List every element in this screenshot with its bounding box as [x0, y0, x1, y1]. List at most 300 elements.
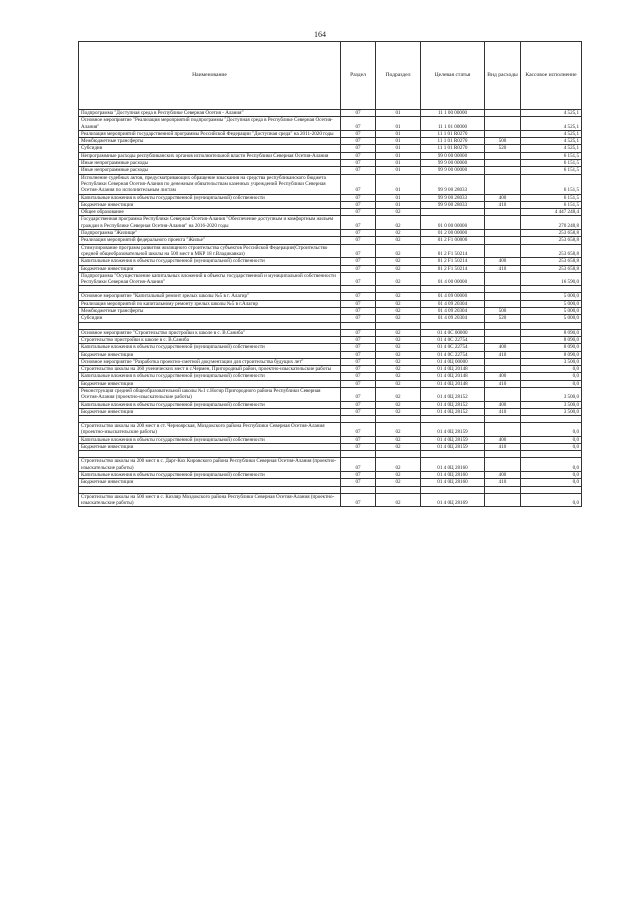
cell-podrazdel: 01 [376, 145, 421, 152]
spacer-cell [521, 416, 582, 423]
cell-target-article: 01 4 0Ц 28159 [421, 423, 485, 437]
cell-razdel: 07 [341, 401, 376, 408]
cell-name: Строительство школы на 200 мест в ст. Черноярская, Моздокского района Республики Северная Осетия-Алания (проектно-изыскательские работы) [79, 423, 341, 437]
cell-razdel: 07 [341, 167, 376, 174]
table-spacer-row [79, 486, 582, 493]
cell-amount: 6 151,5 [521, 174, 582, 194]
cell-razdel: 07 [341, 344, 376, 351]
spacer-cell [521, 322, 582, 329]
cell-target-article: 01 4 09 00000 [421, 293, 485, 300]
cell-amount: 5 000,0 [521, 300, 582, 307]
cell-expense-type [485, 117, 521, 131]
cell-name: Субсидии [79, 315, 341, 322]
cell-amount: 0,0 [521, 366, 582, 373]
table-row [79, 174, 582, 194]
cell-amount: 3 500,0 [521, 401, 582, 408]
cell-target-article: 01 2 F1 50214 [421, 244, 485, 258]
spacer-cell [521, 451, 582, 458]
cell-target-article: 01 2 F1 00000 [421, 237, 485, 244]
cell-podrazdel: 01 [376, 160, 421, 167]
table-body [79, 110, 582, 507]
cell-expense-type: 400 [485, 471, 521, 478]
cell-razdel: 07 [341, 444, 376, 451]
table-row [79, 230, 582, 237]
cell-podrazdel: 02 [376, 351, 421, 358]
cell-amount: 8 090,0 [521, 351, 582, 358]
spacer-cell [485, 286, 521, 293]
cell-razdel: 07 [341, 329, 376, 336]
cell-target-article: 01 4 0Ц 20148 [421, 380, 485, 387]
cell-amount: 253 658,8 [521, 265, 582, 272]
cell-podrazdel: 01 [376, 174, 421, 194]
cell-podrazdel: 02 [376, 293, 421, 300]
table-row [79, 160, 582, 167]
cell-expense-type [485, 152, 521, 159]
header-razdel: Раздел [341, 42, 376, 110]
cell-amount: 4 447 248,4 [521, 209, 582, 216]
table-row [79, 145, 582, 152]
cell-razdel: 07 [341, 237, 376, 244]
table-row [79, 336, 582, 343]
spacer-cell [341, 486, 376, 493]
cell-amount: 0,0 [521, 380, 582, 387]
cell-amount: 3 500,0 [521, 387, 582, 401]
cell-razdel: 07 [341, 145, 376, 152]
cell-target-article: 01 4 0Ц 28160 [421, 458, 485, 472]
table-row [79, 344, 582, 351]
cell-target-article: 11 1 01 R0270 [421, 145, 485, 152]
cell-expense-type [485, 216, 521, 230]
cell-name: Бюджетные инвестиции [79, 408, 341, 415]
table-row [79, 209, 582, 216]
cell-name: Реализация мероприятий государственной программы Российской Федерации "Доступная среда" на 2011-2020 годы [79, 130, 341, 137]
cell-target-article: 01 4 0C 22754 [421, 336, 485, 343]
cell-target-article: 01 4 0Ц 28159 [421, 436, 485, 443]
table-row [79, 237, 582, 244]
cell-target-article: 01 4 0C 00000 [421, 329, 485, 336]
cell-name: Строительство школы на 500 мест в с. Кизляр Моздокского района Республики Северная Осетия-Алания (проектно-изыскательские работы) [79, 493, 341, 507]
cell-name: Исполнение судебных актов, предусматривающих обращение взыскания на средства республиканского бюджета Республики Северная Осетия-Алания по денежным обязательствам казенных учреждений Республики Северная Осетия-Алания по исполнительным листам [79, 174, 341, 194]
cell-expense-type [485, 110, 521, 117]
cell-podrazdel: 02 [376, 244, 421, 258]
cell-podrazdel: 02 [376, 458, 421, 472]
cell-podrazdel: 01 [376, 138, 421, 145]
cell-name: Бюджетные инвестиции [79, 265, 341, 272]
cell-expense-type [485, 358, 521, 365]
spacer-cell [485, 416, 521, 423]
table-row [79, 401, 582, 408]
cell-podrazdel: 02 [376, 216, 421, 230]
spacer-cell [79, 322, 341, 329]
cell-amount: 6 151,5 [521, 160, 582, 167]
cell-podrazdel: 02 [376, 209, 421, 216]
table-row [79, 351, 582, 358]
cell-name: Капитальные вложения в объекты государственной (муниципальной) собственности [79, 194, 341, 201]
cell-podrazdel: 02 [376, 230, 421, 237]
cell-target-article: 01 4 0Ц 28152 [421, 408, 485, 415]
cell-name: Реализация мероприятий по капитальному ремонту зрелых школы №5 в г.Алагир [79, 300, 341, 307]
cell-razdel: 07 [341, 174, 376, 194]
spacer-cell [521, 286, 582, 293]
cell-name: Бюджетные инвестиции [79, 201, 341, 208]
table-spacer-row [79, 286, 582, 293]
spacer-cell [79, 486, 341, 493]
cell-target-article: 99 9 00 28033 [421, 201, 485, 208]
cell-amount: 0,0 [521, 471, 582, 478]
spacer-cell [521, 486, 582, 493]
cell-podrazdel: 01 [376, 117, 421, 131]
cell-amount: 0,0 [521, 373, 582, 380]
header-podrazdel: Подраздел [376, 42, 421, 110]
cell-expense-type [485, 300, 521, 307]
cell-podrazdel: 01 [376, 167, 421, 174]
table-row [79, 366, 582, 373]
cell-expense-type: 410 [485, 380, 521, 387]
header-expense-type: Вид расходы [485, 42, 521, 110]
cell-expense-type [485, 230, 521, 237]
cell-name: Подпрограмма "Доступная среда в Республике Северная Осетия - Алания" [79, 110, 341, 117]
cell-expense-type: 410 [485, 479, 521, 486]
cell-amount: 8 090,0 [521, 336, 582, 343]
cell-target-article: 01 4 0Ц 28160 [421, 479, 485, 486]
cell-name: Капитальные вложения в объекты государственной (муниципальной) собственности [79, 373, 341, 380]
cell-name: Строительство пристройки к школе в с. В.Саниба [79, 336, 341, 343]
cell-podrazdel: 02 [376, 258, 421, 265]
cell-podrazdel: 02 [376, 366, 421, 373]
spacer-cell [376, 416, 421, 423]
cell-razdel: 07 [341, 130, 376, 137]
spacer-cell [341, 286, 376, 293]
cell-razdel: 07 [341, 293, 376, 300]
cell-expense-type: 410 [485, 265, 521, 272]
cell-amount: 6 151,5 [521, 194, 582, 201]
cell-target-article: 01 4 09 20304 [421, 308, 485, 315]
table-row [79, 152, 582, 159]
table-row [79, 117, 582, 131]
table-header-row [79, 42, 582, 110]
table-row [79, 293, 582, 300]
cell-target-article: 01 4 0Ц 28160 [421, 471, 485, 478]
cell-razdel: 07 [341, 244, 376, 258]
cell-target-article: 01 2 00 00000 [421, 230, 485, 237]
cell-name: Капитальные вложения в объекты государственной (муниципальной) собственности [79, 401, 341, 408]
spacer-cell [421, 451, 485, 458]
cell-expense-type [485, 329, 521, 336]
cell-expense-type: 400 [485, 436, 521, 443]
cell-razdel: 07 [341, 373, 376, 380]
spacer-cell [485, 322, 521, 329]
cell-amount: 4 525,1 [521, 117, 582, 131]
cell-razdel: 07 [341, 315, 376, 322]
cell-amount: 16 590,0 [521, 272, 582, 286]
cell-amount: 6 151,5 [521, 201, 582, 208]
cell-razdel: 07 [341, 272, 376, 286]
table-row [79, 423, 582, 437]
cell-expense-type: 400 [485, 194, 521, 201]
cell-amount: 3 500,0 [521, 408, 582, 415]
table-row [79, 493, 582, 507]
cell-target-article: 99 9 00 28033 [421, 194, 485, 201]
cell-name: Основное мероприятие "Разработка проектно-сметной документации для строительства будущих лет" [79, 358, 341, 365]
cell-name: Капитальные вложения в объекты государственной (муниципальной) собственности [79, 258, 341, 265]
cell-target-article: 01 2 F1 50214 [421, 265, 485, 272]
cell-expense-type [485, 174, 521, 194]
cell-expense-type: 400 [485, 258, 521, 265]
cell-target-article: 11 1 01 R0270 [421, 138, 485, 145]
cell-expense-type: 410 [485, 444, 521, 451]
cell-amount: 253 658,8 [521, 237, 582, 244]
table-row [79, 329, 582, 336]
cell-target-article: 01 4 0Ц 00000 [421, 358, 485, 365]
cell-razdel: 07 [341, 308, 376, 315]
cell-target-article: 99 9 00 00000 [421, 160, 485, 167]
cell-name: Субсидии [79, 145, 341, 152]
table-row [79, 201, 582, 208]
cell-expense-type: 400 [485, 344, 521, 351]
table-row [79, 387, 582, 401]
cell-target-article: 01 4 0Ц 28159 [421, 444, 485, 451]
cell-razdel: 07 [341, 380, 376, 387]
cell-name: Межбюджетные трансферты [79, 138, 341, 145]
cell-name: Реконструкция средней общеобразовательной школы №1 с.Ногир Пригородного района Республики Северная Осетия-Алания (проектно-изыскательские работы) [79, 387, 341, 401]
cell-name: Основное мероприятие "Реализация мероприятий подпрограммы "Доступная среда в Республике Северная Осетия-Алания" [79, 117, 341, 131]
cell-amount: 253 658,8 [521, 230, 582, 237]
cell-podrazdel: 02 [376, 308, 421, 315]
cell-amount: 8 090,0 [521, 329, 582, 336]
cell-podrazdel: 02 [376, 373, 421, 380]
cell-expense-type [485, 293, 521, 300]
cell-podrazdel: 02 [376, 471, 421, 478]
cell-target-article: 01 4 0C 22754 [421, 344, 485, 351]
cell-podrazdel: 01 [376, 194, 421, 201]
cell-target-article: 11 1 01 R0270 [421, 130, 485, 137]
cell-name: Общее образование [79, 209, 341, 216]
cell-podrazdel: 02 [376, 479, 421, 486]
cell-amount: 253 658,8 [521, 244, 582, 258]
table-row [79, 479, 582, 486]
cell-amount: 0,0 [521, 436, 582, 443]
cell-razdel: 07 [341, 458, 376, 472]
cell-amount: 0,0 [521, 458, 582, 472]
cell-razdel: 07 [341, 423, 376, 437]
cell-expense-type: 400 [485, 401, 521, 408]
table-row [79, 110, 582, 117]
spacer-cell [341, 416, 376, 423]
cell-target-article: 01 2 F1 50214 [421, 258, 485, 265]
cell-podrazdel: 02 [376, 237, 421, 244]
cell-name: Иные непрограммные расходы [79, 160, 341, 167]
cell-expense-type: 410 [485, 351, 521, 358]
spacer-cell [341, 451, 376, 458]
cell-razdel: 07 [341, 336, 376, 343]
cell-razdel: 07 [341, 479, 376, 486]
spacer-cell [376, 322, 421, 329]
cell-podrazdel: 01 [376, 152, 421, 159]
cell-expense-type [485, 244, 521, 258]
cell-podrazdel: 02 [376, 265, 421, 272]
cell-podrazdel: 02 [376, 387, 421, 401]
cell-name: Основное мероприятие "Капитальный ремонт зрелых школы №5 в г. Алагир" [79, 293, 341, 300]
cell-amount: 4 525,1 [521, 130, 582, 137]
cell-razdel: 07 [341, 265, 376, 272]
cell-expense-type [485, 130, 521, 137]
cell-name: Бюджетные инвестиции [79, 351, 341, 358]
table-row [79, 408, 582, 415]
spacer-cell [421, 486, 485, 493]
cell-name: Стимулирование программ развития жилищного строительства субъектов Российской Федерации(Строительство средней общеобразовательной школы на 500 мест в МКР 18 г.Владикавказ) [79, 244, 341, 258]
table-row [79, 471, 582, 478]
spacer-cell [485, 486, 521, 493]
cell-podrazdel: 02 [376, 336, 421, 343]
cell-razdel: 07 [341, 387, 376, 401]
table-spacer-row [79, 451, 582, 458]
cell-name: Бюджетные инвестиции [79, 380, 341, 387]
cell-expense-type [485, 493, 521, 507]
cell-expense-type [485, 336, 521, 343]
cell-target-article: 01 4 0Ц 20148 [421, 366, 485, 373]
cell-target-article: 01 4 0Ц 28152 [421, 401, 485, 408]
header-target-article: Целевая статья [421, 42, 485, 110]
cell-target-article [421, 209, 485, 216]
cell-expense-type [485, 160, 521, 167]
cell-expense-type: 410 [485, 201, 521, 208]
cell-target-article: 01 0 00 00000 [421, 216, 485, 230]
table-row [79, 373, 582, 380]
cell-podrazdel: 01 [376, 110, 421, 117]
table-row [79, 194, 582, 201]
cell-target-article: 01 4 0Ц 20148 [421, 373, 485, 380]
page-number: 164 [314, 30, 326, 39]
cell-name: Подпрограмма "Жилище" [79, 230, 341, 237]
cell-expense-type: 400 [485, 373, 521, 380]
table-row [79, 308, 582, 315]
table-row [79, 167, 582, 174]
cell-razdel: 07 [341, 110, 376, 117]
table-row [79, 436, 582, 443]
cell-name: Строительство школы на 200 мест в с. Дарг-Кох Кировского района Республики Северная Осетия-Алания (проектно-изыскательские работы) [79, 458, 341, 472]
cell-razdel: 07 [341, 152, 376, 159]
cell-expense-type: 410 [485, 408, 521, 415]
cell-amount: 270 248,8 [521, 216, 582, 230]
table-row [79, 244, 582, 258]
cell-expense-type [485, 458, 521, 472]
cell-amount: 253 658,8 [521, 258, 582, 265]
header-cash-execution: Кассовое исполнение [521, 42, 582, 110]
table-spacer-row [79, 416, 582, 423]
cell-amount: 8 090,0 [521, 344, 582, 351]
cell-target-article: 01 4 0Ц 28152 [421, 387, 485, 401]
cell-name: Строительство школы на 360 ученических мест в с.Чермен, Пригородный район, проектно-изыскательские работы [79, 366, 341, 373]
spacer-cell [79, 451, 341, 458]
cell-name: Бюджетные инвестиции [79, 444, 341, 451]
cell-target-article: 99 9 00 28033 [421, 174, 485, 194]
cell-expense-type: 500 [485, 308, 521, 315]
cell-name: Капитальные вложения в объекты государственной (муниципальной) собственности [79, 344, 341, 351]
cell-name: Непрограммные расходы республиканских органов исполнительной власти Республики Северная Осетия-Алания [79, 152, 341, 159]
cell-expense-type: 520 [485, 145, 521, 152]
table-row [79, 458, 582, 472]
cell-razdel: 07 [341, 160, 376, 167]
table-row [79, 315, 582, 322]
cell-name: Реализация мероприятий федерального проекта "Жилье" [79, 237, 341, 244]
table-row [79, 265, 582, 272]
cell-razdel: 07 [341, 201, 376, 208]
cell-razdel: 07 [341, 216, 376, 230]
cell-name: Межбюджетные трансферты [79, 308, 341, 315]
cell-razdel: 07 [341, 117, 376, 131]
spacer-cell [421, 286, 485, 293]
cell-name: Бюджетные инвестиции [79, 479, 341, 486]
cell-expense-type: 520 [485, 315, 521, 322]
cell-amount: 0,0 [521, 444, 582, 451]
spacer-cell [79, 286, 341, 293]
cell-razdel: 07 [341, 366, 376, 373]
cell-target-article: 01 4 09 20304 [421, 300, 485, 307]
cell-razdel: 07 [341, 358, 376, 365]
cell-expense-type: 500 [485, 138, 521, 145]
cell-amount: 0,0 [521, 479, 582, 486]
cell-amount: 0,0 [521, 493, 582, 507]
cell-razdel: 07 [341, 194, 376, 201]
cell-podrazdel: 02 [376, 329, 421, 336]
cell-name: Основное мероприятие "Строительство пристройки к школе в с. В.Саниба" [79, 329, 341, 336]
cell-name: Подпрограмма "Осуществление капитальных вложений в объекты государственной и муниципальной собственности Республики Северная Осетия-Алания" [79, 272, 341, 286]
spacer-cell [421, 322, 485, 329]
cell-amount: 4 525,1 [521, 110, 582, 117]
cell-razdel: 07 [341, 300, 376, 307]
cell-expense-type [485, 387, 521, 401]
cell-target-article: 01 4 0Ц 28169 [421, 493, 485, 507]
cell-podrazdel: 02 [376, 358, 421, 365]
cell-podrazdel: 02 [376, 300, 421, 307]
cell-amount: 0,0 [521, 423, 582, 437]
table-spacer-row [79, 322, 582, 329]
table-row [79, 444, 582, 451]
cell-razdel: 07 [341, 138, 376, 145]
spacer-cell [376, 486, 421, 493]
table-row [79, 130, 582, 137]
cell-podrazdel: 02 [376, 408, 421, 415]
cell-razdel: 07 [341, 436, 376, 443]
header-name: Наименование [79, 42, 341, 110]
cell-podrazdel: 02 [376, 272, 421, 286]
cell-razdel: 07 [341, 351, 376, 358]
table-row [79, 380, 582, 387]
cell-expense-type [485, 366, 521, 373]
cell-podrazdel: 02 [376, 444, 421, 451]
cell-amount: 6 151,5 [521, 167, 582, 174]
cell-name: Капитальные вложения в объекты государственной (муниципальной) собственности [79, 436, 341, 443]
cell-target-article: 01 4 0C 22754 [421, 351, 485, 358]
cell-podrazdel: 02 [376, 493, 421, 507]
cell-razdel: 07 [341, 493, 376, 507]
spacer-cell [485, 451, 521, 458]
spacer-cell [376, 451, 421, 458]
spacer-cell [79, 416, 341, 423]
cell-podrazdel: 02 [376, 436, 421, 443]
cell-podrazdel: 01 [376, 130, 421, 137]
cell-target-article: 99 0 00 00000 [421, 152, 485, 159]
spacer-cell [341, 322, 376, 329]
cell-target-article: 11 1 00 00000 [421, 110, 485, 117]
spacer-cell [376, 286, 421, 293]
cell-target-article: 11 1 01 00000 [421, 117, 485, 131]
cell-podrazdel: 02 [376, 423, 421, 437]
spacer-cell [421, 416, 485, 423]
cell-podrazdel: 02 [376, 401, 421, 408]
cell-target-article: 01 4 09 20304 [421, 315, 485, 322]
cell-expense-type [485, 167, 521, 174]
